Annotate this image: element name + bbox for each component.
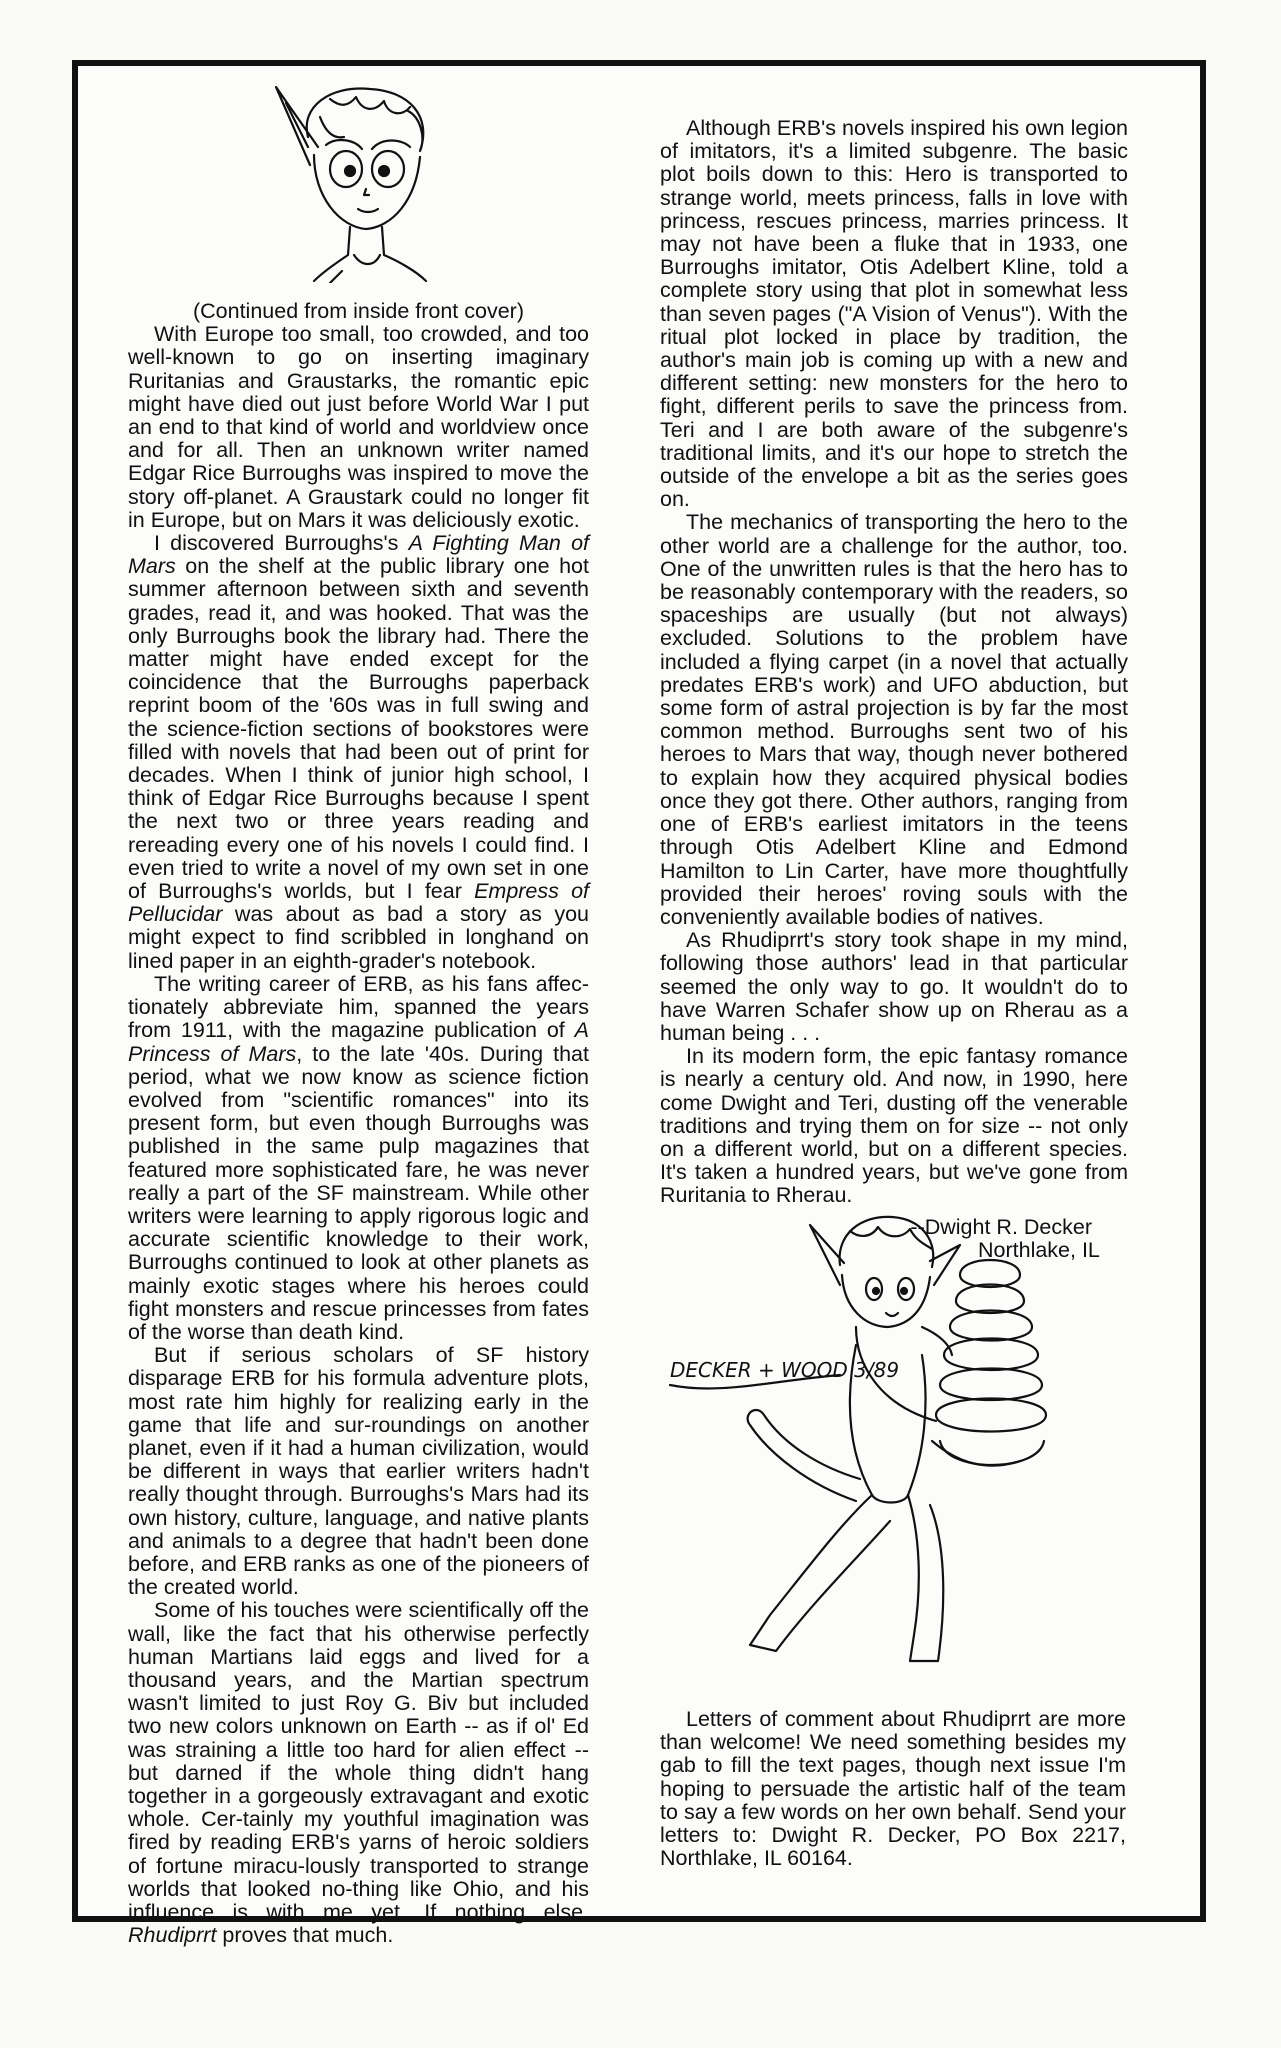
character-carrying-bowls-illustration bbox=[660, 1205, 1130, 1675]
comic-title: Rhudiprrt bbox=[128, 1923, 217, 1948]
book-title: Empress of Pellucidar bbox=[128, 879, 589, 927]
signature-place: Northlake, IL bbox=[978, 1237, 1100, 1262]
paragraph bbox=[128, 973, 589, 1344]
artist-signature: DECKER + WOOD 3/89 bbox=[670, 1358, 900, 1382]
text-run: The writing career of ERB, as his fans affec-tionately abbreviate him, spanned the years from 1911, with the magazine publication of bbox=[128, 971, 589, 1043]
book-title: A Princess of Mars bbox=[128, 1018, 589, 1066]
signature-name: --Dwight R. Decker bbox=[910, 1214, 1092, 1239]
left-article-column bbox=[128, 300, 589, 1947]
paragraph bbox=[128, 1599, 589, 1947]
right-article-column bbox=[660, 117, 1128, 1262]
paragraph: The mechanics of transporting the hero to the other world are a challenge for the author, too. One of the unwritten rules is that the hero has to be reasonably contemporary with the readers, so spaceships are usually (but not always) excluded. Solutions to the problem have included a flying carpet (in a novel that actually predates ERB's work) and UFO abduction, but some form of astral projection is by far the most common method. Burroughs sent two of his heroes to Mars that way, though never bothered to explain how they acquired physical bodies once they got there. Other authors, ranging from one of ERB's earliest imitators in the teens through Otis Adelbert Kline and Edmond Hamilton to Lin Carter, have more thoughtfully provided their heroes' roving souls with the conveniently available bodies of natives. bbox=[660, 510, 1128, 929]
text-run: , to the late '40s. During that period, what we now know as science fiction evolved from "scientific romances" into its present form, but even though Burroughs was published in the same pulp magazines that featured more sophisticated fare, he was never really a part of the SF mainstream. While other writers were learning to apply rigorous logic and accurate scientific knowledge to their work, Burroughs continued to look at other planets as mainly exotic stages where his heroes could fight monsters and rescue princesses from fates of the worse than death kind. bbox=[128, 1041, 589, 1344]
paragraph: But if serious scholars of SF history disparage ERB for his formula adventure plots, most rate him highly for realizing early in the game that life and sur-roundings on another planet, even if it had a human civilization, would be different in ways that earlier writers hadn't really thought through. Burroughs's Mars had its own history, culture, language, and native plants and animals to a degree that hadn't been done before, and ERB ranks as one of the pioneers of the created world. bbox=[128, 1343, 589, 1600]
text-run: I discovered Burroughs's bbox=[154, 531, 409, 556]
paragraph bbox=[128, 532, 589, 973]
paragraph: Letters of comment about Rhudiprrt are more than welcome! We need something besides my gab to fill the text pages, though next issue I'm hoping to persuade the artistic half of the team to say a few words on her own behalf. Send your letters to: Dwight R. Decker, PO Box 2217, Northlake, IL 60164. bbox=[660, 1707, 1126, 1871]
text-run: proves that much. bbox=[216, 1923, 394, 1948]
paragraph: Although ERB's novels inspired his own legion of imitators, it's a limited subgenre. The basic plot boils down to this: Hero is transported to strange world, meets princess, falls in love with princess, rescues princess, marries princess. It may not have been a fluke that in 1933, one Burroughs imitator, Otis Adelbert Kline, told a complete story using that plot in somewhat less than seven pages ("A Vision of Venus"). With the ritual plot locked in place by tradition, the author's main job is coming up with a new and different setting: new monsters for the hero to fight, different perils to save the princess from. Teri and I are both aware of the subgenre's traditional limits, and it's our hope to stretch the outside of the envelope a bit as the series goes on. bbox=[660, 116, 1128, 512]
text-run: was about as bad a story as you might expect to find scribbled in longhand on lined paper in an eighth-grader's notebook. bbox=[128, 902, 589, 973]
paragraph: With Europe too small, too crowded, and too well-known to go on inserting imaginary Ruritanias and Graustarks, the romantic epic might have died out just before World War I put an end to that kind of world and worldview once and for all. Then an unknown writer named Edgar Rice Burroughs was inspired to move the story off-planet. A Graustark could no longer fit in Europe, but on Mars it was deliciously exotic. bbox=[128, 322, 589, 532]
continued-note: (Continued from inside front cover) bbox=[192, 299, 524, 323]
text-run: on the shelf at the public library one hot summer afternoon between sixth and seventh grades, read it, and was hooked. That was the only Burroughs book the library had. There the matter might have ended except for the coincidence that the Burroughs paperback reprint boom of the '60s was in full swing and the science-fiction sections of bookstores were filled with novels that had been out of print for decades. When I think of junior high school, I think of Edgar Rice Burroughs because I spent the next two or three years reading and rereading every one of his novels I could find. I even tried to write a novel of my own set in one of Burroughs's worlds, but I fear bbox=[128, 554, 589, 904]
character-portrait-illustration bbox=[270, 77, 460, 283]
paragraph: As Rhudiprrt's story took shape in my mind, following those authors' lead in that particular seemed the only way to go. It wouldn't do to have Warren Schafer show up on Rherau as a human being . . . bbox=[660, 928, 1128, 1045]
text-run: Some of his touches were scientifically off the wall, like the fact that his otherwise perfectly human Martians laid eggs and lived for a thousand years, and the Martian spectrum wasn't limited to just Roy G. Biv but included two new colors unknown on Earth -- as if ol' Ed was straining a little too hard for alien effect -- but darned if the whole thing didn't hang together in a gorgeously extravagant and exotic whole. Cer-tainly my youthful imagination was fired by reading ERB's yarns of heroic soldiers of fortune miracu-lously transported to strange worlds that looked no-thing like Ohio, and his influence is with me yet. If nothing else, bbox=[128, 1598, 589, 1925]
paragraph: In its modern form, the epic fantasy romance is nearly a century old. And now, in 1990, here come Dwight and Teri, dusting off the venerable traditions and trying them on for size -- not only on a different world, but on a different species. It's taken a hundred years, but we've gone from Ruritania to Rherau. bbox=[660, 1044, 1128, 1208]
book-title: A Fighting Man of Mars bbox=[128, 531, 589, 579]
letters-of-comment-note bbox=[660, 1708, 1126, 1870]
